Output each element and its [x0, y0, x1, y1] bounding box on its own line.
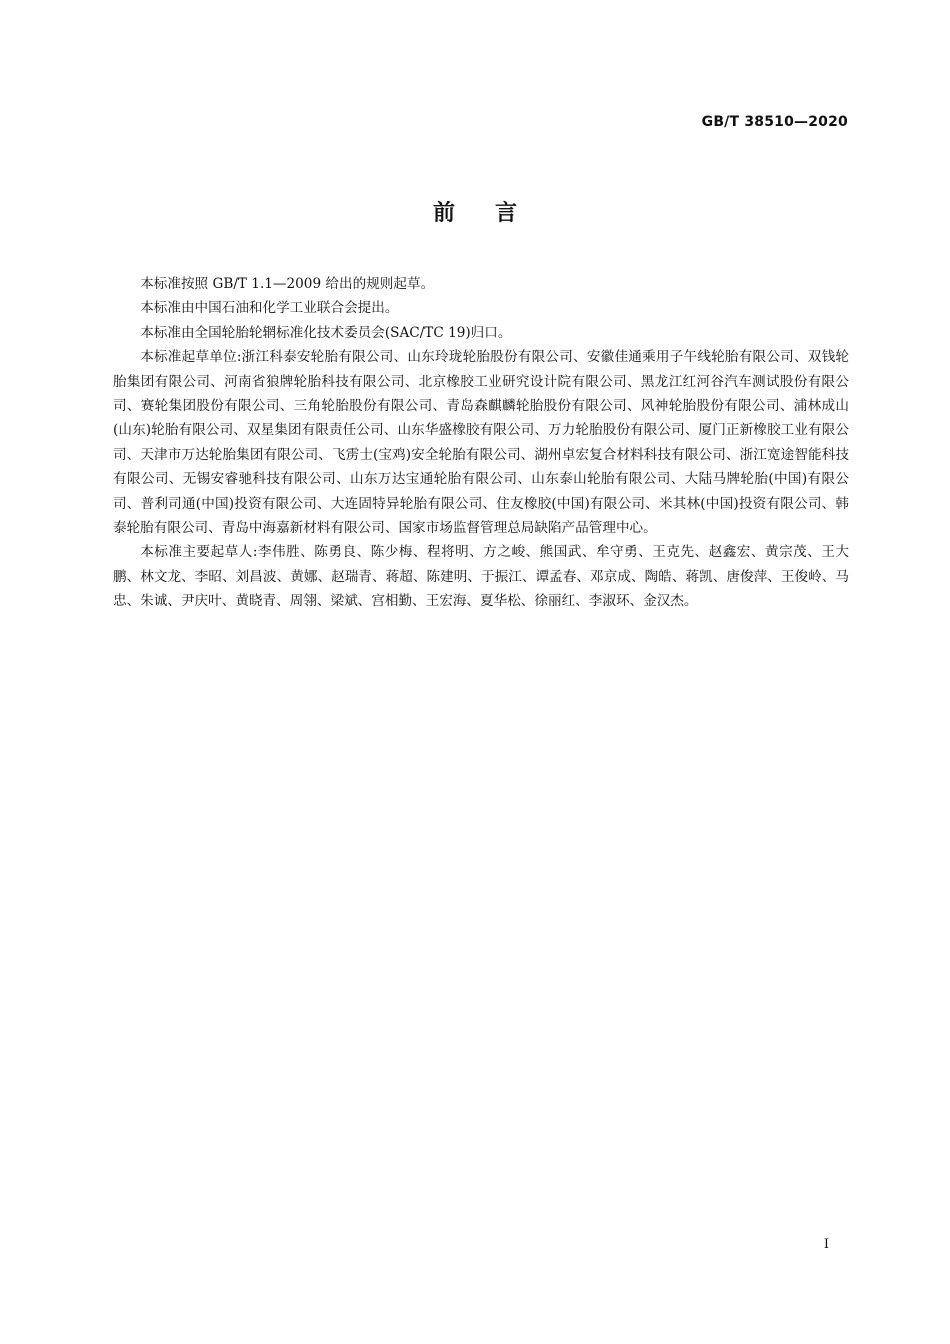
- paragraph-proposer: 本标准由中国石油和化学工业联合会提出。: [140, 300, 399, 317]
- page-number: I: [823, 1237, 829, 1252]
- paragraph-drafting-units: 本标准起草单位:浙江科泰安轮胎有限公司、山东玲珑轮胎股份有限公司、安徽佳通乘用子午线轮胎有限公司、双钱轮胎集团有限公司、河南省狼牌轮胎科技有限公司、北京橡胶工业研究设计院有限公司、黑龙江红河谷汽车测试股份有限公司、赛轮集团股份有限公司、三角轮胎股份有限公司、青岛森麒麟轮胎股份有限公司、风神轮胎股份有限公司、浦林成山(山东)轮胎有限公司、双星集团有限责任公司、山东华盛橡胶有限公司、万力轮胎股份有限公司、厦门正新橡胶工业有限公司、天津市万达轮胎集团有限公司、飞雳士(宝鸡)安全轮胎有限公司、湖州卓宏复合材料科技有限公司、浙江宽途智能科技有限公司、无锡安睿驰科技有限公司、山东万达宝通轮胎有限公司、山东泰山轮胎有限公司、大陆马牌轮胎(中国)有限公司、普利司通(中国)投资有限公司、大连固特异轮胎有限公司、住友橡胶(中国)有限公司、米其林(中国)投资有限公司、韩泰轮胎有限公司、青岛中海嘉新材料有限公司、国家市场监督管理总局缺陷产品管理中心。: [113, 349, 849, 537]
- page-title: 前言: [432, 201, 557, 226]
- paragraph-drafting-rules: 本标准按照 GB/T 1.1—2009 给出的规则起草。: [140, 276, 435, 292]
- standard-code: GB/T 38510—2020: [701, 114, 848, 130]
- paragraph-committee: 本标准由全国轮胎轮辋标准化技术委员会(SAC/TC 19)归口。: [140, 324, 512, 341]
- foreword-body: [113, 272, 849, 614]
- paragraph-drafters: 本标准主要起草人:李伟胜、陈勇良、陈少梅、程将明、方之峻、熊国武、牟守勇、王克先、赵鑫宏、黄宗茂、王大鹏、林文龙、李昭、刘昌波、黄娜、赵瑞青、蒋超、陈建明、于振江、谭孟春、邓京成、陶皓、蒋凯、唐俊萍、王俊岭、马忠、朱诚、尹庆叶、黄晓青、周翎、梁斌、宫相勤、王宏海、夏华松、徐丽红、李淑环、金汉杰。: [113, 544, 849, 610]
